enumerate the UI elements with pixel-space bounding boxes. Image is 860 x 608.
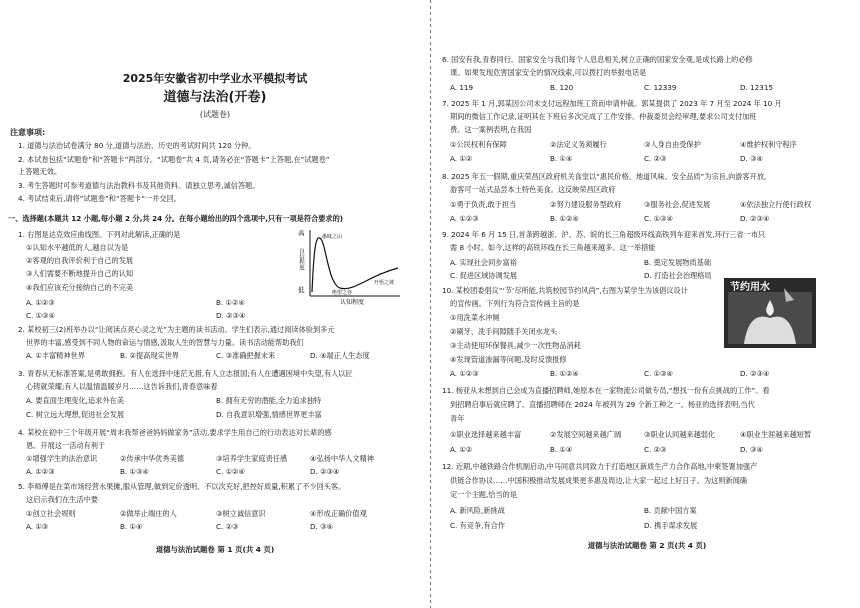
graph-valley-label: 绝望之谷 [332, 290, 353, 296]
q3-option-c: C. 树立远大理想,促进社会发展 [26, 410, 125, 419]
q7-item: ②法定义务须履行 [550, 140, 607, 149]
q11-item: ①职业选择越来越丰富 [450, 430, 522, 439]
question-6-stem: 6. 国安有我,青春同行。国家安全与我们每个人息息相关,树立正确的国家安全观,是成长路上的必修 [442, 55, 753, 64]
question-7-stem: 7. 2025 年 1 月,郭某因公司未支付远程加班工资而申请仲裁。郭某提供了 2023 年 7 月至 2024 年 10 月 [442, 99, 782, 108]
question-5-stem: 5. 李师傅是在菜市场经营水果摊,服从管理,做到定价透明、不以次充好,把控好质量,积累了不少回头客。 [18, 482, 346, 491]
question-6-stem: 课。如果发现危害国家安全的情况线索,可以拨打的举报电话是 [450, 68, 647, 77]
section-heading: 一、选择题(本题共 12 小题,每小题 2 分,共 24 分。在每小题给出的四个选项中,只有一项是符合要求的) [8, 214, 344, 223]
q5-option-c: C. ②③ [216, 522, 239, 531]
q7-option-d: D. ③④ [740, 154, 763, 163]
question-2-stem: 2. 某校初三(2)班举办以“让阅读点亮心灵之光”为主题的读书活动。学生们表示,通过阅读体验到多元 [18, 325, 335, 334]
question-3-stem: 3. 青春从无标准答案,是勇敢拥抱。有人在选择中迷茫无措,有人立志报国;有人在遭遇困境中失望,有人以匠 [18, 369, 353, 378]
q1-option-c: C. ①③④ [26, 311, 55, 320]
notes-heading: 注意事项: [10, 128, 46, 137]
q9-option-c: C. 促进区域协调发展 [450, 271, 518, 280]
q5-item: ④形成正确价值观 [310, 509, 367, 518]
q6-option-c: C. 12339 [644, 83, 677, 92]
q5-item: ③树立诚信意识 [216, 509, 266, 518]
question-9-stem: 需 8 小时。如今,这样的高铁环线在长三角越来越多。这一举措能 [450, 243, 656, 252]
q12-option-a: A. 新风险,新挑战 [450, 506, 505, 515]
q10-item: ①用洗菜水冲厕 [450, 313, 500, 322]
q7-item: ①公民权利有保障 [450, 140, 507, 149]
q11-item: ③职业认同越来越弱化 [644, 430, 716, 439]
q10-option-d: D. ②③④ [740, 369, 770, 378]
question-8-stem: 8. 2025 年五一假期,重庆荣昌区政府机关食堂以“惠民价格、地道风味、安全品质”为宗旨,向游客开放, [442, 172, 767, 181]
q4-item: ④弘扬中华人文精神 [310, 454, 374, 463]
q10-option-a: A. ①②③ [450, 369, 479, 378]
q1-option-b: B. ①②④ [216, 298, 245, 307]
q11-item: ②发展空间越来越广阔 [550, 430, 622, 439]
q5-option-d: D. ③④ [310, 522, 333, 531]
paper-type: (试题卷) [199, 110, 231, 119]
q8-item: ②努力建设服务型政府 [550, 200, 622, 209]
q9-option-a: A. 实现社会同步富裕 [450, 258, 517, 267]
q12-option-b: B. 贡献中国方案 [644, 506, 697, 515]
question-5-stem: 这启示我们在生活中要 [26, 495, 98, 504]
q8-option-b: B. ①②④ [550, 214, 579, 223]
graph-high-label: 高 [298, 229, 305, 237]
question-9-stem: 9. 2024 年 6 月 15 日,首条跨越浙、沪、苏、皖的长三角超级环线高铁列车迎来首发,环行三省一市只 [442, 230, 766, 239]
q6-option-b: B. 120 [550, 83, 574, 92]
q12-option-d: D. 携手谋求发展 [644, 521, 698, 530]
q1-item: ④我们应该充分接纳自己的不完美 [26, 283, 134, 292]
q9-option-b: B. 奠定发展物质基础 [644, 258, 712, 267]
q7-option-c: C. ②③ [644, 154, 667, 163]
q1-item: ②客观的自我评价利于自己的发展 [26, 256, 134, 265]
dunning-kruger-graph [298, 226, 404, 306]
question-8-stem: 游客可一站式品尝本土特色美食。这反映荣昌区政府 [450, 185, 616, 194]
q4-option-c: C. ①②④ [216, 467, 245, 476]
q8-item: ④依法独立行使行政权 [740, 200, 812, 209]
q8-option-a: A. ①②③ [450, 214, 479, 223]
note-item: 上答题无效。 [18, 167, 62, 176]
question-2-stem: 世界的丰富,感受到不同人物的命运与情感,汲取人生的智慧与力量。读书活动能帮助我们 [26, 338, 304, 347]
q5-option-b: B. ①④ [120, 522, 143, 531]
q4-option-d: D. ②③④ [310, 467, 340, 476]
page-2 [434, 0, 860, 608]
question-11-stem: 青年 [450, 414, 465, 423]
exam-subject: 道德与法治(开卷) [163, 90, 267, 105]
q4-item: ③培养学生家庭责任感 [216, 454, 288, 463]
question-11-stem: 到招聘启事后就应聘了。直播招聘师在 2024 年被列为 29 个新工种之一。杨亚的选择表明,当代 [450, 400, 755, 409]
question-3-stem: 心铸就荣耀;有人以温情温暖岁月……这告诉我们,青春意味着 [26, 382, 218, 391]
q1-item: ①认知水平越低的人,越自以为是 [26, 243, 129, 252]
q9-option-d: D. 打造社会治理格局 [644, 271, 712, 280]
q1-item: ③人们需要不断地提升自己的认知 [26, 269, 134, 278]
q10-item: ③主动使用环保餐具,减少一次性物品消耗 [450, 341, 581, 350]
q7-item: ③人身自由受保护 [644, 140, 701, 149]
question-7-stem: 费。这一案例表明,在我国 [450, 125, 532, 134]
note-item: 4. 考试结束后,请将“试题卷”和“答题卡”一并交回。 [18, 194, 181, 203]
question-7-stem: 期间的微信工作记录,证明其在下班后多次完成了工作安排。仲裁委员会经审理,要求公司支付加班 [450, 112, 757, 121]
q10-option-c: C. ①③④ [644, 369, 673, 378]
water-saving-poster-image [724, 278, 816, 348]
q2-option-c: C. ③准确把握未来 [216, 351, 276, 360]
q3-option-a: A. 要直面生理变化,追求外在美 [26, 396, 124, 405]
q10-item: ②刷牙、洗手间隙随手关闭水龙头 [450, 327, 558, 336]
question-1-stem: 1. 右图是达克效应曲线图。下列对此解读,正确的是 [18, 230, 181, 239]
q10-option-b: B. ①②④ [550, 369, 579, 378]
q3-option-d: D. 自我意识增强,情感世界更丰富 [216, 410, 322, 419]
question-10-stem: 10. 某校团委倡议“‘节’尽所能,共筑校园节约风尚”,右图为某学生为该倡议设计 [442, 286, 688, 295]
q1-option-d: D. ②③④ [216, 311, 246, 320]
question-12-stem: 12. 近期,中越铁路合作机制启动,中马同意共同致力于打造地区新质生产力合作高地,中柬签署加强产 [442, 462, 758, 471]
note-item: 1. 道德与法治试卷满分 80 分,道德与法治、历史的考试时间共 120 分钟。 [18, 141, 256, 150]
question-4-stem: 恩。开展这一活动有利于 [26, 441, 106, 450]
page-footer: 道德与法治试题卷 第 1 页(共 4 页) [155, 545, 275, 554]
q10-item: ④发现管道渗漏等问题,及时反馈报修 [450, 355, 567, 364]
q7-item: ④维护权利守程序 [740, 140, 797, 149]
graph-y-label: 自信程度 [298, 248, 304, 270]
q11-option-b: B. ①④ [550, 445, 573, 454]
q12-option-c: C. 有竞争,有合作 [450, 521, 505, 530]
note-item: 2. 本试卷包括“试题卷”和“答题卡”两部分。“试题卷”共 4 页,请务必在“答题卡”上答题,在“试题卷” [18, 155, 330, 164]
q5-item: ②做举止端庄的人 [120, 509, 177, 518]
q2-option-a: A. ①丰富精神世界 [26, 351, 85, 360]
graph-low-label: 低 [298, 286, 305, 294]
question-10-stem: 的宣传画。下列行为符合宣传画主旨的是 [450, 299, 580, 308]
q11-option-c: C. ②③ [644, 445, 667, 454]
q8-option-c: C. ①③④ [644, 214, 673, 223]
graph-slope-label: 开悟之坡 [374, 280, 395, 286]
q8-item: ③服务社会,促进发展 [644, 200, 711, 209]
q4-item: ①增强学生的法治意识 [26, 454, 98, 463]
question-11-stem: 11. 杨亚从未想到自己会成为直播招聘师,她原本在一家物流公司做专员,“想找一份有点挑战的工作”。看 [442, 386, 770, 395]
q2-option-d: D. ④端正人生态度 [310, 351, 370, 360]
q6-option-d: D. 12315 [740, 83, 773, 92]
question-12-stem: 定一个主题,恰当的是 [450, 490, 517, 499]
q3-option-b: B. 拥有无穷的潜能,全力追求独特 [216, 396, 322, 405]
q5-option-a: A. ①③ [26, 522, 49, 531]
q4-option-a: A. ①②③ [26, 467, 55, 476]
poster-title: 节约用水 [730, 282, 770, 293]
q11-option-a: A. ①② [450, 445, 473, 454]
q1-option-a: A. ①②③ [26, 298, 55, 307]
q11-option-d: D. ③④ [740, 445, 763, 454]
q8-option-d: D. ②③④ [740, 214, 770, 223]
graph-peak-label: 愚昧之山 [322, 234, 343, 240]
q6-option-a: A. 119 [450, 83, 474, 92]
graph-x-label: 认知程度 [340, 299, 365, 306]
q11-item: ④职业生涯越来越短暂 [740, 430, 812, 439]
page-footer: 道德与法治试题卷 第 2 页(共 4 页) [587, 541, 707, 550]
q4-option-b: B. ①③④ [120, 467, 149, 476]
q5-item: ①创立社会规则 [26, 509, 76, 518]
q4-item: ②传承中华优秀美德 [120, 454, 184, 463]
q8-item: ①勇于负责,敢于担当 [450, 200, 517, 209]
q2-option-b: B. ②提高现实世界 [120, 351, 180, 360]
q7-option-a: A. ①② [450, 154, 473, 163]
q7-option-b: B. ①④ [550, 154, 573, 163]
question-4-stem: 4. 某校在初中三个年级开展“周末我帮爸爸妈妈做家务”活动,要求学生用自己的行动表达对长辈的感 [18, 428, 332, 437]
exam-title: 2025年安徽省初中学业水平模拟考试 [122, 72, 308, 85]
page-fold-divider [430, 0, 431, 608]
question-12-stem: 供链合作协议……中国积极推动发展成果更多惠及周边,让大家一起过上好日子。为这则新闻确 [450, 476, 747, 485]
note-item: 3. 考生答题时可参考道德与法治教科书及其他资料。请独立思考,诚信答题。 [18, 181, 260, 190]
